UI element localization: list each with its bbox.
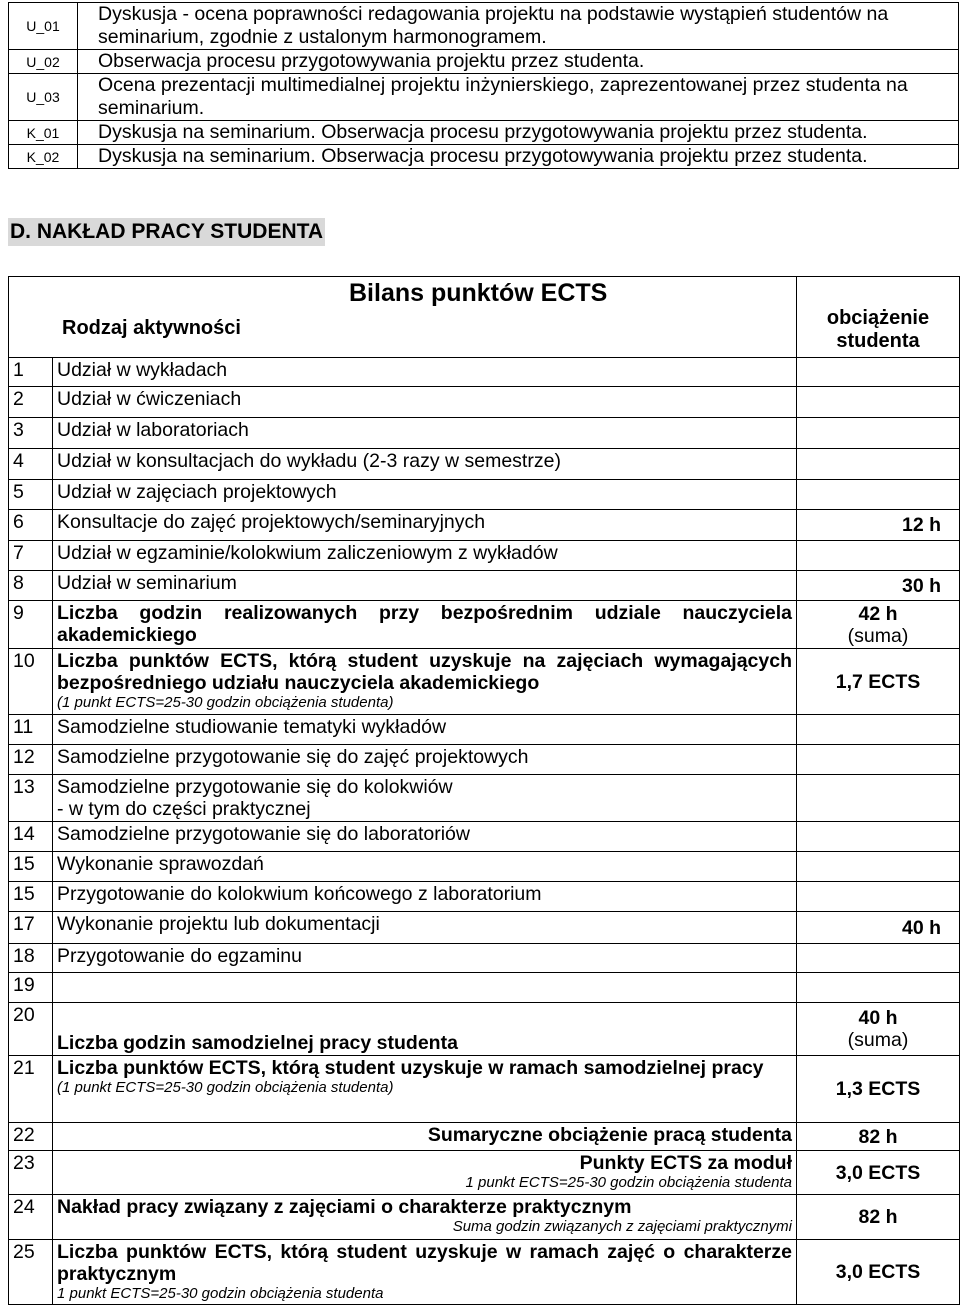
activity-label: Przygotowanie do egzaminu [57,945,302,967]
row-number: 3 [9,418,53,449]
row-number: 13 [9,775,53,822]
activity-cell [53,1240,797,1305]
table-row [9,944,960,973]
activity-label: Liczba punktów ECTS, którą student uzyskuje na zajęciach wymagających bezpośredniego udziału nauczyciela akademickiego [57,650,792,694]
effect-code: U_02 [9,50,78,74]
activity-sublabel: - w tym do części praktycznej [57,798,311,820]
load-value [797,775,960,822]
load-value [797,480,960,510]
verification-row [9,74,959,121]
activity-cell [53,822,797,852]
activity-label: Samodzielne studiowanie tematyki wykładów [57,716,447,738]
activity-note: Suma godzin związanych z zajęciami praktycznymi [452,1218,792,1235]
row-number: 21 [9,1056,53,1123]
table-row [9,480,960,510]
load-value [797,649,960,715]
row-number: 8 [9,571,53,601]
load-value [797,912,960,944]
activity-cell [53,912,797,944]
activity-label: Liczba godzin realizowanych przy bezpośrednim udziale nauczyciela akademickiego [57,602,792,646]
activity-cell [53,480,797,510]
activity-label: Wykonanie sprawozdań [57,853,264,875]
table-header-row [9,277,960,358]
activity-label: Sumaryczne obciążenie pracą studenta [427,1124,792,1146]
row-number: 19 [9,973,53,1003]
load-value-text: 82 h [858,1125,898,1148]
column-header-load: obciążenie studenta [797,277,960,358]
activity-label: Udział w konsultacjach do wykładu (2-3 razy w semestrze) [57,450,561,472]
activity-label: Udział w laboratoriach [57,419,249,441]
activity-cell [53,1003,797,1056]
table-row [9,715,960,745]
activity-label: Udział w ćwiczeniach [57,388,242,410]
activity-cell [53,973,797,1003]
row-number: 23 [9,1151,53,1195]
activity-label: Liczba punktów ECTS, którą student uzyskuje w ramach zajęć o charakterze praktycznym [57,1241,792,1285]
table-row [9,1003,960,1056]
table-row [9,1151,960,1195]
row-number: 9 [9,601,53,649]
load-value-text: 30 h [901,574,941,597]
activity-label: Nakład pracy związany z zajęciami o charakterze praktycznym [57,1196,632,1218]
table-row [9,358,960,387]
activity-cell [53,852,797,882]
load-value [797,1003,960,1056]
load-value [797,822,960,852]
activity-cell [53,418,797,449]
row-number: 7 [9,541,53,571]
effect-code: U_01 [9,3,78,50]
column-header-activity: Rodzaj aktywności [62,317,241,339]
load-value-text: 3,0 ECTS [835,1261,921,1283]
row-number: 11 [9,715,53,745]
effect-code: K_02 [9,145,78,169]
activity-note: 1 punkt ECTS=25-30 godzin obciążenia studenta [57,1285,384,1302]
activity-label: Samodzielne przygotowanie się do zajęć projektowych [57,746,529,768]
verification-method: Ocena prezentacji multimedialnej projektu inżynierskiego, zaprezentowanej przez studenta na seminarium. [78,74,959,121]
verification-row [9,145,959,169]
load-value-text: 82 h [858,1206,898,1228]
activity-note: (1 punkt ECTS=25-30 godzin obciążenia studenta) [57,1079,394,1096]
activity-label: Udział w egzaminie/kolokwium zaliczeniowym z wykładów [57,542,558,564]
load-value [797,418,960,449]
load-value-text: 3,0 ECTS [835,1161,921,1184]
row-number: 15 [9,852,53,882]
activity-cell [53,358,797,387]
row-number: 22 [9,1123,53,1151]
row-number: 1 [9,358,53,387]
activity-label: Samodzielne przygotowanie się do laboratoriów [57,823,470,845]
load-value-text: 1,3 ECTS [835,1078,921,1100]
table-row [9,852,960,882]
verification-method: Dyskusja na seminarium. Obserwacja procesu przygotowywania projektu przez studenta. [78,121,959,145]
row-number: 14 [9,822,53,852]
table-row [9,510,960,541]
table-row [9,822,960,852]
table-row [9,912,960,944]
verification-method: Obserwacja procesu przygotowywania projektu przez studenta. [78,50,959,74]
effect-code: K_01 [9,121,78,145]
activity-cell [53,387,797,418]
load-value-text: 40 h [858,1007,898,1029]
activity-cell [53,601,797,649]
row-number: 18 [9,944,53,973]
table-row [9,973,960,1003]
activity-cell [53,541,797,571]
row-number: 12 [9,745,53,775]
activity-label: Liczba punktów ECTS, którą student uzyskuje w ramach samodzielnej pracy [57,1057,764,1079]
verification-method: Dyskusja - ocena poprawności redagowania projektu na podstawie wystąpień studentów na seminarium, zgodnie z ustalonym harmonogramem. [78,3,959,50]
table-row [9,649,960,715]
row-number: 15 [9,882,53,912]
activity-cell [53,882,797,912]
activity-label: Punkty ECTS za moduł [579,1152,792,1174]
header-activity-cell [9,277,797,358]
load-value-text: 1,7 ECTS [835,670,921,693]
load-value [797,387,960,418]
table-row [9,1056,960,1123]
table-row [9,1240,960,1305]
activity-label: Konsultacje do zajęć projektowych/seminaryjnych [57,511,486,533]
load-value [797,510,960,541]
load-value-text: 12 h [901,514,941,536]
activity-note: 1 punkt ECTS=25-30 godzin obciążenia studenta [465,1174,792,1191]
load-value [797,852,960,882]
load-sum-note: (suma) [847,1029,909,1051]
row-number: 4 [9,449,53,480]
row-number: 2 [9,387,53,418]
load-value [797,882,960,912]
effect-code: U_03 [9,74,78,121]
load-value [797,1056,960,1123]
table-row [9,745,960,775]
table-row [9,882,960,912]
activity-label: Wykonanie projektu lub dokumentacji [57,913,380,935]
load-sum-note: (suma) [847,624,909,647]
row-number: 17 [9,912,53,944]
activity-cell [53,449,797,480]
load-value [797,973,960,1003]
activity-label: Samodzielne przygotowanie się do kolokwiów [57,776,453,798]
row-number: 24 [9,1195,53,1240]
verification-table [8,2,959,169]
table-row [9,775,960,822]
activity-cell [53,1056,797,1123]
activity-cell [53,745,797,775]
load-value [797,1195,960,1240]
row-number: 6 [9,510,53,541]
load-value [797,601,960,649]
table-row [9,387,960,418]
table-row [9,571,960,601]
load-value [797,571,960,601]
table-row [9,449,960,480]
activity-cell [53,571,797,601]
load-value [797,1151,960,1195]
table-row [9,1123,960,1151]
activity-note: (1 punkt ECTS=25-30 godzin obciążenia studenta) [57,694,394,711]
activity-cell [53,715,797,745]
load-value [797,449,960,480]
row-number: 5 [9,480,53,510]
verification-row [9,50,959,74]
row-number: 25 [9,1240,53,1305]
load-value-text: 40 h [901,916,941,939]
load-value [797,944,960,973]
section-heading: D. NAKŁAD PRACY STUDENTA [8,218,325,246]
activity-label: Udział w wykładach [57,359,228,381]
activity-cell [53,944,797,973]
table-title: Bilans punktów ECTS [349,279,608,307]
activity-label: Przygotowanie do kolokwium końcowego z laboratorium [57,883,542,905]
row-number: 10 [9,649,53,715]
activity-cell [53,1123,797,1151]
load-value [797,715,960,745]
activity-cell [53,775,797,822]
verification-row [9,3,959,50]
verification-row [9,121,959,145]
activity-cell [53,649,797,715]
load-value-text: 42 h [858,602,898,625]
verification-method: Dyskusja na seminarium. Obserwacja procesu przygotowywania projektu przez studenta. [78,145,959,169]
workload-table [8,276,960,1305]
table-row [9,601,960,649]
table-row [9,418,960,449]
load-value [797,1123,960,1151]
activity-cell [53,1195,797,1240]
load-value [797,358,960,387]
table-row [9,1195,960,1240]
activity-cell [53,510,797,541]
activity-cell [53,1151,797,1195]
activity-label: Udział w zajęciach projektowych [57,481,337,503]
row-number: 20 [9,1003,53,1056]
activity-label: Liczba godzin samodzielnej pracy studenta [57,1032,458,1054]
activity-label: Udział w seminarium [57,572,237,594]
load-value [797,745,960,775]
load-value [797,1240,960,1305]
load-value [797,541,960,571]
table-row [9,541,960,571]
